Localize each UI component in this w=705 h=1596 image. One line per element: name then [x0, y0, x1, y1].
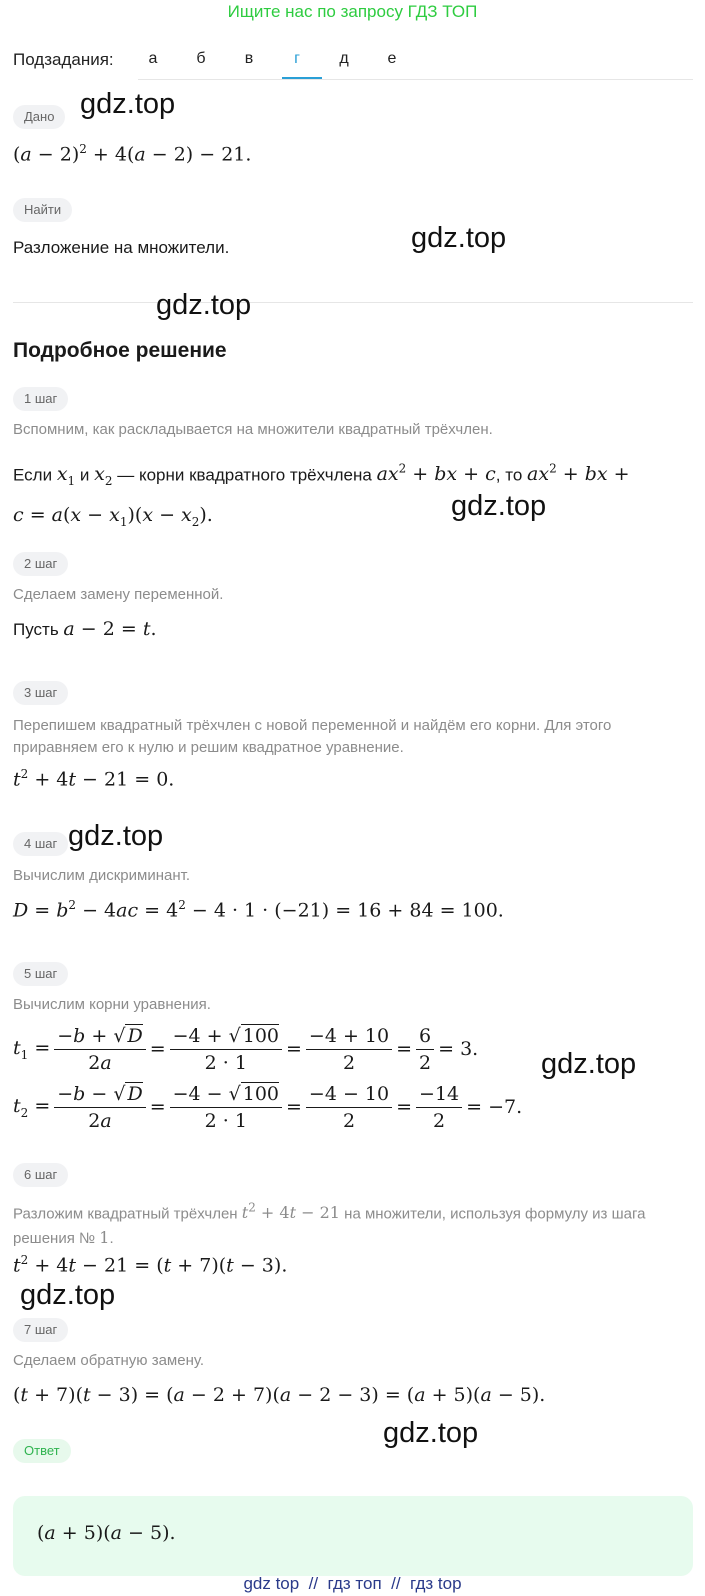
- step-5-badge-label: 5 шаг: [13, 962, 68, 986]
- tab-d[interactable]: д: [339, 50, 349, 67]
- watermark: gdz.top: [451, 490, 547, 522]
- step-6-note: Разложим квадратный трёхчлен $t^2 + 4t - 21$ на множители, используя формулу из шага решения № 1.: [13, 1201, 646, 1248]
- step-6-badge-label: 6 шаг: [13, 1163, 68, 1187]
- watermark: gdz.top: [68, 820, 164, 852]
- step-2-badge: [13, 552, 68, 576]
- given-expression: $(a - 2)^2 + 4(a - 2) - 21$.: [13, 142, 252, 166]
- given-badge-label: Дано: [13, 105, 65, 129]
- answer-expression: (a + 5)(a − 5).: [37, 1522, 176, 1544]
- step-4-badge: [13, 832, 68, 856]
- step-3-note: Перепишем квадратный трёхчлен с новой переменной и найдём его корни. Для этого приравняем его к нулю и решим квадратное уравнение.: [13, 717, 612, 756]
- tab-e[interactable]: е: [387, 50, 397, 67]
- step-3-badge-label: 3 шаг: [13, 681, 68, 705]
- tab-v[interactable]: в: [244, 50, 254, 67]
- answer-badge-label: Ответ: [13, 1439, 71, 1463]
- step-1-formula: Если $x_1$ и $x_2$ — корни квадратного трёхчлена $ax^2$ + bx + c, то $ax^2$ + bx + $c = a(x - x_1)(x - x_2)$.: [13, 462, 630, 529]
- step-5-badge: [13, 962, 68, 986]
- footer-links[interactable]: gdz top // гдз топ // гдз top: [243, 1574, 462, 1593]
- tab-a[interactable]: а: [148, 50, 158, 67]
- find-badge: [13, 198, 72, 222]
- watermark: gdz.top: [20, 1279, 116, 1311]
- step-7-back-substitution: (t + 7)(t − 3) = (a − 2 + 7)(a − 2 − 3) = (a + 5)(a − 5).: [13, 1384, 546, 1406]
- active-tab-indicator: [282, 77, 322, 79]
- tab-g[interactable]: г: [294, 50, 300, 67]
- step-5-note: Вычислим корни уравнения.: [13, 996, 211, 1013]
- tab-b[interactable]: б: [196, 50, 206, 67]
- step-7-badge-label: 7 шаг: [13, 1318, 68, 1342]
- tabs-divider: [138, 79, 693, 80]
- step-4-note: Вычислим дискриминант.: [13, 867, 190, 884]
- step-2-substitution: Пусть a − 2 = t.: [13, 618, 157, 640]
- step-6-factorization: $t^2 + 4t - 21 = (t + 7)(t - 3)$.: [13, 1253, 288, 1277]
- watermark: gdz.top: [541, 1048, 637, 1080]
- step-7-note: Сделаем обратную замену.: [13, 1352, 205, 1369]
- step-3-badge: [13, 681, 68, 705]
- step-6-badge: [13, 1163, 68, 1187]
- step-4-badge-label: 4 шаг: [13, 832, 68, 856]
- step-4-discriminant: $D = b^2 - 4ac = 4^2 - 4 \cdot 1 \cdot (-21) = 16 + 84 = 100$.: [13, 898, 504, 922]
- answer-badge: [13, 1439, 71, 1463]
- section-divider: [13, 302, 693, 303]
- step-1-note: Вспомним, как раскладывается на множители квадратный трёхчлен.: [13, 421, 493, 438]
- watermark: gdz.top: [383, 1417, 479, 1449]
- subtasks-label: Подзадания:: [13, 50, 114, 69]
- watermark: gdz.top: [80, 88, 176, 120]
- step-2-note: Сделаем замену переменной.: [13, 586, 224, 603]
- step-1-badge-label: 1 шаг: [13, 387, 68, 411]
- step-5-root-2: $t_2$ = $\frac{-b - √ D}{2a}$ = $\frac{-4 - √ 100}{2 \cdot 1}$ = $\frac{-4 - 10}{2}$ = $\frac{-14}{2}$ = −7.: [13, 1082, 523, 1132]
- solution-title: Подробное решение: [13, 339, 227, 362]
- step-3-equation: $t^2 + 4t - 21 = 0$.: [13, 767, 175, 791]
- step-1-badge: [13, 387, 68, 411]
- watermark: gdz.top: [411, 222, 507, 254]
- find-text: Разложение на множители.: [13, 238, 230, 257]
- step-2-badge-label: 2 шаг: [13, 552, 68, 576]
- given-badge: [13, 105, 65, 129]
- step-7-badge: [13, 1318, 68, 1342]
- watermark: gdz.top: [156, 289, 252, 321]
- find-badge-label: Найти: [13, 198, 72, 222]
- step-5-root-1: $t_1$ = $\frac{-b + √ D}{2a}$ = $\frac{-4 + √ 100}{2 \cdot 1}$ = $\frac{-4 + 10}{2}$ = $\frac{6}{2}$ = 3.: [13, 1024, 479, 1074]
- search-banner: Ищите нас по запросу ГДЗ ТОП: [227, 2, 478, 21]
